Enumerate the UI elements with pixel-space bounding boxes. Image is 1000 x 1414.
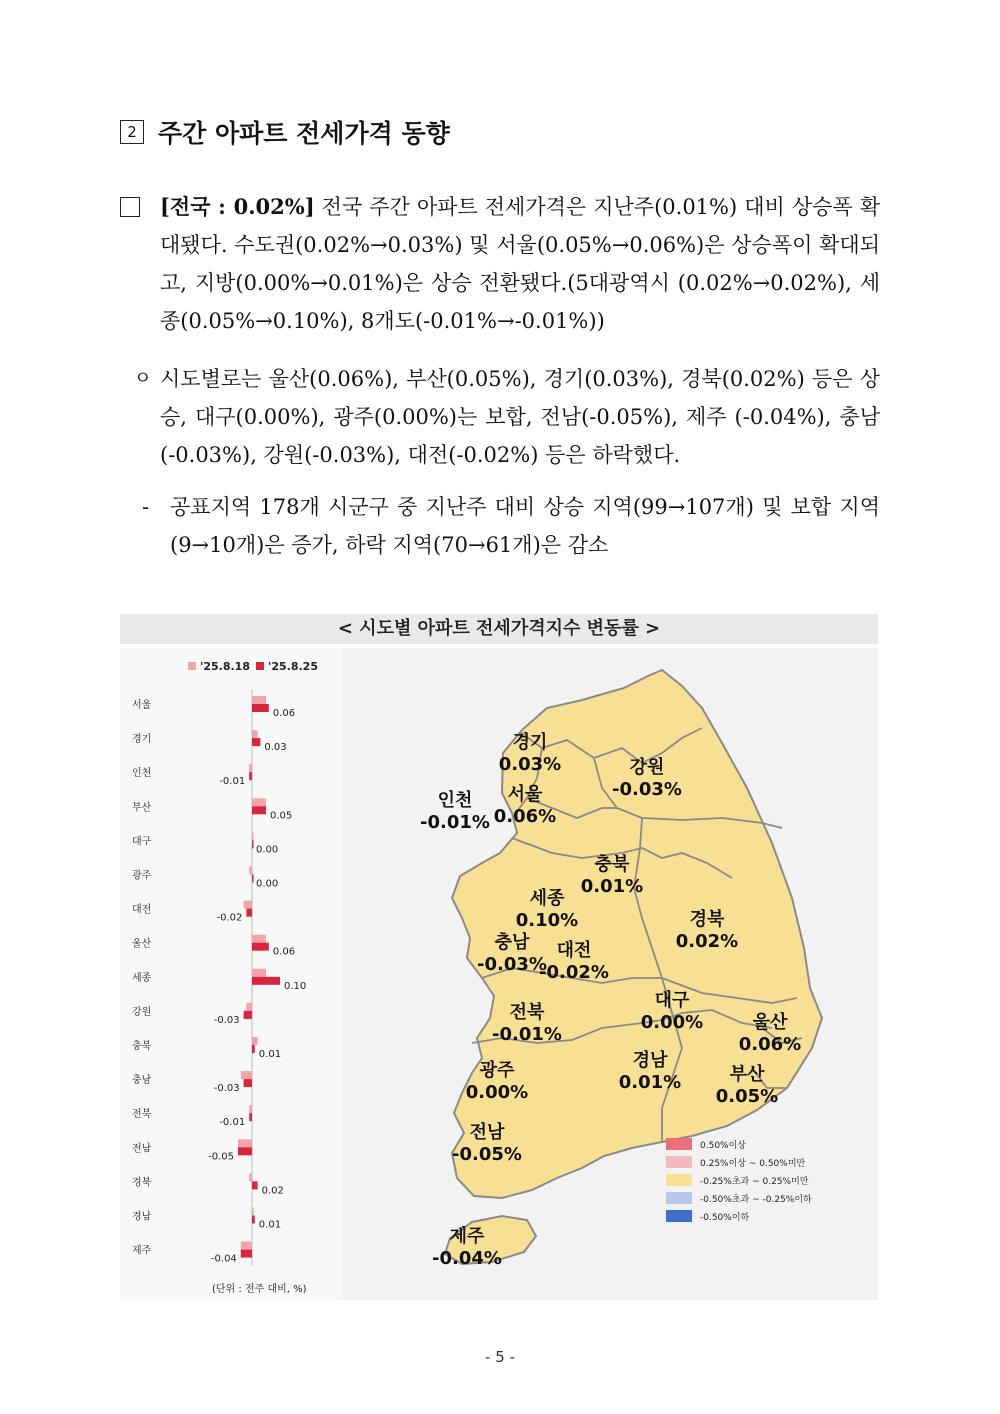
category-label: 전남 [132, 1143, 152, 1155]
bar-prev [238, 1139, 252, 1147]
category-label: 제주 [132, 1245, 152, 1257]
region-value: 0.05% [715, 1086, 779, 1107]
category-label: 광주 [132, 870, 152, 882]
region-value: 0.00% [465, 1082, 529, 1103]
bar-prev [241, 1071, 252, 1079]
legend-range-label: 0.50%이상 [700, 1141, 746, 1151]
category-label: 충남 [132, 1075, 152, 1087]
region-value: 0.03% [498, 754, 562, 775]
legend-range-label: 0.25%이상 ~ 0.50%미만 [700, 1159, 806, 1169]
bar-curr [252, 1045, 255, 1053]
region-name: 충남 [494, 932, 530, 953]
bar-prev [249, 1105, 252, 1113]
section-title: 주간 아파트 전세가격 동향 [158, 119, 450, 148]
korea-map [342, 648, 878, 1300]
category-label: 세종 [132, 972, 152, 984]
section-number: 2 [120, 120, 144, 144]
category-label: 인천 [132, 768, 152, 780]
bar-curr [252, 806, 266, 814]
region-value: 0.02% [675, 931, 739, 952]
region-value: -0.03% [477, 954, 547, 975]
region-name: 세종 [529, 888, 565, 909]
bar-curr [252, 1181, 258, 1189]
region-name: 전남 [469, 1122, 505, 1143]
region-value: -0.01% [492, 1024, 562, 1045]
region-name: 인천 [437, 790, 473, 811]
region-name: 경북 [689, 909, 725, 930]
data-label: -0.03 [213, 1014, 240, 1026]
bar-prev [252, 832, 254, 840]
region-name: 광주 [479, 1060, 515, 1081]
bar-prev [252, 1208, 254, 1216]
bar-chart-panel [120, 648, 342, 1300]
bar-curr [249, 772, 252, 780]
data-label: 0.01 [258, 1219, 282, 1231]
bar-curr [252, 738, 260, 746]
page-number: - 5 - [485, 1348, 515, 1366]
bar-curr [252, 840, 254, 848]
bullet-dash: - [142, 495, 150, 519]
category-label: 울산 [132, 938, 152, 950]
bar-prev [252, 1037, 258, 1045]
figure [120, 648, 878, 1300]
legend-range-label: -0.50%이하 [700, 1213, 750, 1223]
region-name: 충북 [594, 854, 630, 875]
category-label: 경기 [132, 734, 152, 746]
legend-range-label: -0.25%초과 ~ 0.25%미만 [700, 1177, 809, 1187]
category-label: 전북 [132, 1109, 152, 1121]
region-value: -0.02% [539, 962, 609, 983]
region-name: 부산 [729, 1064, 765, 1085]
category-label: 대전 [132, 904, 152, 916]
data-label: 0.05 [270, 810, 293, 822]
data-label: 0.10 [284, 980, 307, 992]
data-label: 0.03 [264, 742, 287, 754]
category-label: 강원 [132, 1006, 152, 1018]
legend-color-swatch [666, 1156, 692, 1168]
bar-curr [252, 704, 269, 712]
legend-label: '25.8.25 [268, 660, 318, 673]
district-paragraph [120, 488, 880, 564]
region-name: 경남 [632, 1050, 668, 1071]
figure-title: < 시도별 아파트 전세가격지수 변동률 > [120, 614, 878, 644]
region-value: 0.00% [640, 1012, 704, 1033]
bar-curr [252, 943, 269, 951]
bar-prev [252, 696, 266, 704]
bullet-circle: ㅇ [134, 368, 152, 389]
bar-curr [244, 1011, 252, 1019]
data-label: 0.02 [261, 1185, 284, 1197]
region-value: 0.10% [515, 910, 579, 931]
category-label: 경북 [132, 1177, 152, 1189]
legend-color-swatch [666, 1210, 692, 1222]
unit-note: (단위 : 전주 대비, %) [212, 1284, 307, 1295]
region-value: 0.06% [493, 806, 557, 827]
data-label: -0.01 [219, 1117, 246, 1129]
bar-prev [249, 867, 252, 875]
data-label: -0.01 [219, 776, 246, 788]
bar-curr [249, 1113, 252, 1121]
data-label: -0.02 [216, 912, 243, 924]
region-name: 서울 [507, 784, 543, 805]
data-label: 0.01 [258, 1049, 282, 1060]
region-value: 0.06% [738, 1034, 802, 1055]
bar-curr [244, 1079, 252, 1087]
map-panel [342, 648, 878, 1300]
bar-prev [252, 969, 266, 977]
region-value: -0.04% [432, 1248, 502, 1269]
bar-curr [238, 1147, 252, 1155]
legend-swatch [188, 662, 196, 670]
bar-curr [252, 977, 280, 985]
bar-curr [246, 909, 252, 917]
district-text: 공표지역 178개 시군구 중 지난주 대비 상승 지역(99→107개) 및 보합 지역(9→10개)은 증가, 하락 지역(70→61개)은 감소 [170, 495, 880, 557]
region-value: -0.05% [452, 1144, 522, 1165]
bar-curr [252, 1216, 255, 1224]
bar-chart [120, 648, 342, 1300]
bar-curr [252, 875, 254, 883]
region-name: 제주 [449, 1226, 485, 1247]
bar-curr [241, 1250, 252, 1258]
region-name: 전북 [509, 1002, 545, 1023]
data-label: 0.06 [272, 708, 296, 719]
category-label: 부산 [132, 802, 152, 814]
legend-label: '25.8.18 [200, 660, 250, 673]
region-value: -0.01% [420, 812, 490, 833]
national-lead: [전국 : 0.02%] [160, 194, 315, 219]
category-label: 대구 [132, 836, 152, 848]
summary-text: 전국 주간 아파트 전세가격은 지난주(0.01%) 대비 상승폭 확대됐다. 수도권(0.02%→0.03%) 및 서울(0.05%→0.06%)은 상승폭이 확대되고, 지방(0.00%→0.01%)은 상승 전환됐다.(5대광역시 (0.02%→0.02%), 세종(0.05%→0.10%), 8개도(-0.01%→-0.01%)) [160, 195, 880, 333]
bar-prev [252, 798, 266, 806]
category-label: 충북 [132, 1041, 152, 1052]
legend-range-label: -0.50%초과 ~ -0.25%이하 [700, 1195, 812, 1205]
bar-prev [244, 901, 252, 909]
bar-prev [246, 1003, 252, 1011]
region-name: 울산 [752, 1012, 788, 1033]
region-name: 강원 [629, 757, 665, 778]
section-heading [120, 114, 450, 150]
regional-text: 시도별로는 울산(0.06%), 부산(0.05%), 경기(0.03%), 경북(0.02%) 등은 상승, 대구(0.00%), 광주(0.00%)는 보합, 전남(-0.05%), 제주 (-0.04%), 충남(-0.03%), 강원(-0.03%), 대전(-0.02%) 등은 하락했다. [160, 367, 880, 467]
region-value: 0.01% [580, 876, 644, 897]
legend-color-swatch [666, 1192, 692, 1204]
summary-paragraph [120, 188, 880, 340]
bar-prev [241, 1242, 252, 1250]
data-label: -0.04 [210, 1253, 237, 1265]
bar-prev [249, 764, 252, 772]
bar-prev [249, 1173, 252, 1181]
checkbox-square-icon [120, 188, 140, 229]
legend-swatch [256, 662, 264, 670]
data-label: -0.03 [213, 1083, 240, 1095]
data-label: 0.00 [256, 844, 279, 856]
region-name: 대구 [654, 990, 690, 1011]
region-name: 경기 [512, 732, 548, 753]
regional-paragraph [120, 360, 880, 474]
region-value: -0.03% [612, 779, 682, 800]
legend-color-swatch [666, 1174, 692, 1186]
bar-prev [252, 730, 258, 738]
category-label: 서울 [132, 700, 152, 711]
bar-prev [252, 935, 266, 943]
data-label: -0.05 [208, 1151, 234, 1163]
legend-color-swatch [666, 1138, 692, 1150]
data-label: 0.06 [272, 946, 296, 958]
region-name: 대전 [556, 940, 592, 961]
data-label: 0.00 [256, 878, 279, 890]
region-value: 0.01% [618, 1072, 682, 1093]
category-label: 경남 [132, 1211, 152, 1223]
